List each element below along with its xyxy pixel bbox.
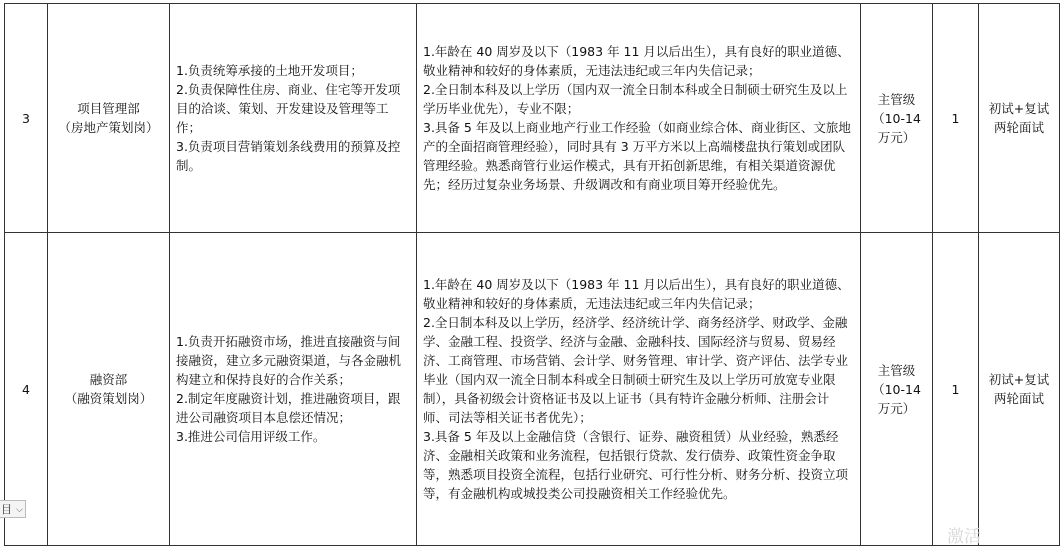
row-number: 3 [5, 4, 48, 233]
salary-range: （10-14 万元） [872, 381, 921, 416]
post-name: （房地产策划岗） [58, 120, 159, 135]
salary-range: （10-14 万元） [872, 110, 921, 145]
requirements-cell [417, 4, 861, 233]
requirement-item: 2.全日制本科及以上学历（国内双一流全日制本科或全日制硕士研究生及以上学历毕业优先），专业不限； [423, 82, 848, 116]
requirement-item: 2.全日制本科及以上学历，经济学、经济统计学、商务经济学、财政学、金融学、金融工程、投资学、经济与金融、金融科技、国际经济与贸易、贸易经济、工商管理、市场营销、会计学、财务管理、审计学、资产评估、法学专业毕业（国内双一流全日制本科或全日制硕士研究生及以上学历可放宽专业限制），具备初级会计资格证书及以上证书（具有特许金融分析师、注册会计师、司法等相关证书者优先）； [423, 315, 849, 425]
duty-item: 2.负责保障性住房、商业、住宅等开发项目的洽谈、策划、开发建设及管理等工作； [176, 82, 401, 135]
department-name: 融资部 [89, 372, 128, 387]
duty-item: 2.制定年度融资计划，推进融资项目，跟进公司融资项目本息偿还情况； [176, 391, 401, 425]
table-row [5, 233, 1060, 546]
requirements-cell [417, 233, 861, 546]
row-number: 4 [5, 233, 48, 546]
level-cell [861, 4, 933, 233]
requirement-item: 3.具备 5 年及以上商业地产行业工作经验（如商业综合体、商业街区、文旅地产的全面招商管理经验），同时具有 3 万平方米以上高端楼盘执行策划或团队管理经验。熟悉商管行业运作模式，具有开拓创新思维，有相关渠道资源优先；经历过复杂业务场景、升级调改和有商业项目筹开经验优先。 [423, 120, 851, 192]
chevron-down-icon: ⌵ [16, 505, 23, 515]
paste-options-label: 目 [1, 503, 12, 516]
duty-item: 1.负责统筹承接的土地开发项目； [176, 63, 363, 78]
duty-item: 1.负责开拓融资市场，推进直接融资与间接融资，建立多元融资渠道，与各金融机构建立和保持良好的合作关系； [176, 334, 402, 387]
table-row [5, 4, 1060, 233]
duties-cell [170, 233, 417, 546]
selection-method: 初试+复试两轮面试 [979, 233, 1060, 546]
duties-cell [170, 4, 417, 233]
duty-item: 3.负责项目营销策划条线费用的预算及控制。 [176, 139, 401, 173]
requirement-item: 3.具备 5 年及以上金融信贷（含银行、证券、融资租赁）从业经验，熟悉经济、金融相关政策和业务流程，包括银行贷款、发行债券、政策性资金争取等，熟悉项目投资全流程，包括行业研究、可行性分析、财务分析、投资立项等，有金融机构或城投类公司投融资相关工作经验优先。 [423, 429, 849, 501]
level-label: 主管级 [877, 91, 916, 107]
requirement-item: 1.年龄在 40 周岁及以下（1983 年 11 月以后出生），具有良好的职业道德、敬业精神和较好的身体素质，无违法违纪或三年内失信记录； [423, 44, 850, 78]
post-name: （融资策划岗） [64, 391, 153, 406]
department-name: 项目管理部 [77, 101, 140, 116]
department-cell [48, 233, 170, 546]
headcount: 1 [933, 4, 979, 233]
requirement-item: 1.年龄在 40 周岁及以下（1983 年 11 月以后出生），具有良好的职业道德、敬业精神和较好的身体素质，无违法违纪或三年内失信记录； [423, 277, 850, 311]
department-cell [48, 4, 170, 233]
activation-watermark: 激活 [947, 527, 981, 547]
duty-item: 3.推进公司信用评级工作。 [176, 429, 326, 444]
paste-options-button[interactable] [0, 500, 26, 518]
selection-method: 初试+复试两轮面试 [979, 4, 1060, 233]
level-label: 主管级 [877, 362, 916, 378]
job-table [4, 3, 1060, 546]
level-cell [861, 233, 933, 546]
headcount: 1 [933, 233, 979, 546]
